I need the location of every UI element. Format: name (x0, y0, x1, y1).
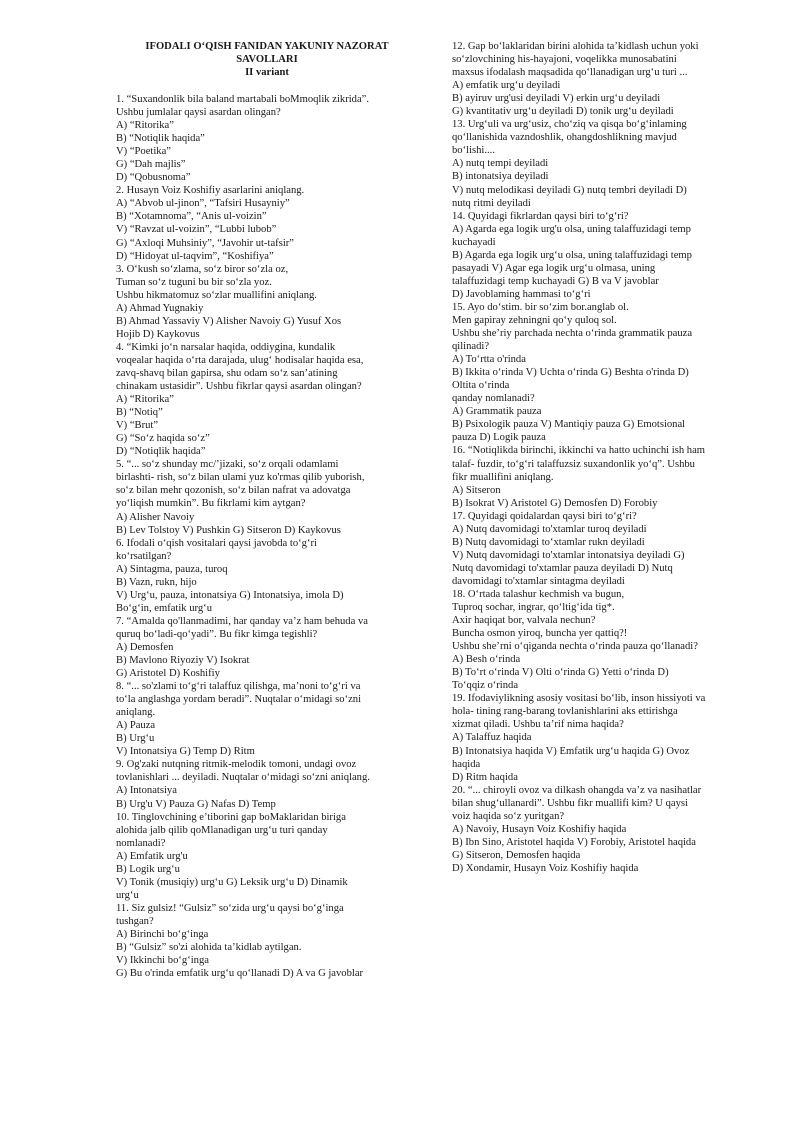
text-line: so‘z bilan mehr qozonish, so‘z bilan nafrat va adovatga (116, 485, 351, 497)
text-line: Ushbu she’rni o‘qiganda nechta o‘rinda pauza qo‘llanadi? (452, 641, 698, 653)
text-line: haqida (452, 758, 481, 770)
text-line: B) ayiruv urg'usi deyiladi V) erkin urg‘u deyiladi (452, 93, 661, 105)
text-line: hola- tining rang-barang tovlanishlarini aks ettirishga (452, 706, 678, 718)
text-line: G) kvantitativ urg‘u deyiladi D) tonik urg‘u deyiladi (452, 106, 674, 118)
text-line: B) “Gulsiz” so'zi alohida ta’kidlab aytilgan. (116, 942, 302, 954)
text-line: yo‘liqish mumkin”. Bu fikrlami kim aytgan? (116, 498, 306, 510)
text-line: tovlanishlari ... deyiladi. Nuqtalar o‘midagi so‘zni aniqlang. (116, 772, 370, 784)
text-line: 8. “... so'zlami to‘g‘ri talaffuz qilishga, ma’noni to‘g‘ri va (116, 681, 361, 693)
text-line: 14. Quyidagi fikrlardan qaysi biri to‘g‘ri? (452, 210, 629, 222)
text-line: B) “Notiqlik haqida” (116, 133, 205, 145)
text-line: B) Logik urg‘u (116, 863, 180, 875)
right-column (452, 40, 774, 875)
text-line: A) nutq tempi deyiladi (452, 158, 549, 170)
document-title-line1: IFODALI O‘QISH FANIDAN YAKUNIY NAZORAT (145, 41, 389, 52)
text-line: B) Vazn, rukn, hijo (116, 576, 197, 588)
text-line: B) Ibn Sino, Aristotel haqida V) Forobiy, Aristotel haqida (452, 836, 696, 848)
text-line: nutq ritmi deyiladi (452, 197, 531, 209)
text-line: G) Sitseron, Demosfen haqida (452, 849, 581, 861)
text-line: 20. “... chiroyli ovoz va dilkash ohangda va’z va nasihatlar (452, 784, 702, 796)
text-line: nomlanadi? (116, 837, 166, 849)
text-line: Tuproq sochar, ingrar, qo‘ltig‘ida tig*. (452, 602, 615, 614)
text-line: Hojib D) Kaykovus (116, 328, 200, 340)
text-line: A) Emfatik urg'u (116, 850, 188, 862)
text-line: D) “Qobusnoma” (116, 172, 191, 184)
text-line: B) “Notiq” (116, 407, 163, 419)
text-line: V) Ikkinchi bo‘g‘inga (116, 955, 209, 967)
text-line: A) Ahmad Yugnakiy (116, 302, 204, 314)
text-line: D) “Notiqlik haqida” (116, 446, 206, 458)
text-line: A) emfatik urg‘u deyiladi (452, 80, 561, 92)
text-line: A) To‘rtta o'rinda (452, 354, 526, 366)
text-line: A) Besh o‘rinda (452, 654, 521, 666)
text-line: 1. “Suxandonlik bila baland martabali boMmoqlik zikrida”. (116, 94, 370, 105)
text-line: qilinadi? (452, 341, 490, 353)
text-line: B) Isokrat V) Aristotel G) Demosfen D) Forobiy (452, 497, 658, 509)
text-line: V) Nutq davomidagi to'xtamlar intonatsiya deyiladi G) (452, 549, 685, 561)
text-line: G) Aristotel D) Koshifiy (116, 668, 220, 680)
text-line: A) “Abvob ul-jinon”, “Tafsiri Husayniy” (116, 198, 290, 210)
text-line: talaffuzidagi temp kuchayadi G) B va V javoblar (452, 275, 659, 287)
text-line: Tuman so‘z tuguni bu bir so‘zla yoz. (116, 276, 272, 288)
text-line: A) Alisher Navoiy (116, 511, 195, 523)
text-line: Axir haqiqat bor, valvala nechun? (452, 615, 596, 627)
text-line: V) Intonatsiya G) Temp D) Ritm (116, 746, 255, 758)
text-line: D) “Hidoyat ul-taqvim”, “Koshifiya” (116, 250, 274, 262)
text-line: aniqlang. (116, 707, 156, 719)
text-line: A) Nutq davomidagi to'xtamlar turoq deyiladi (452, 523, 647, 535)
text-line: 10. Tinglovchining e’tiborini gap boMaklaridan biriga (116, 811, 346, 823)
text-line: 11. Siz gulsiz! “Gulsiz” so‘zida urg‘u qaysi bo‘g‘inga (116, 902, 344, 914)
text-line: B) Mavlono Riyoziy V) Isokrat (116, 655, 250, 667)
variant-label: II variant (245, 67, 289, 78)
text-line: zavq-shavq bilan gapirsa, shu odam so‘z san’atining (116, 367, 338, 379)
text-line: A) Navoiy, Husayn Voiz Koshifiy haqida (452, 823, 627, 835)
text-line: B) Urg‘u (116, 733, 155, 745)
text-line: kuchayadi (452, 236, 496, 248)
text-line: pauza D) Logik pauza (452, 432, 546, 444)
text-line: B) To‘rt o‘rinda V) Olti o‘rinda G) Yetti o‘rinda D) (452, 667, 669, 679)
text-line: V) nutq melodikasi deyiladi G) nutq tembri deyiladi D) (452, 184, 687, 196)
text-line: bo‘lishi.... (452, 145, 495, 157)
text-line: B) Psixologik pauza V) Mantiqiy pauza G) Emotsional (452, 419, 686, 431)
text-line: A) Agarda ega logik urg'u olsa, uning talaffuzidagi temp (452, 223, 691, 235)
text-line: 19. Ifodaviylikning asosiy vositasi bo‘lib, inson hissiyoti va (452, 693, 706, 705)
text-line: G) “Axloqi Muhsiniy”, “Javohir ut-tafsir” (116, 237, 294, 249)
text-line: davomidagi to'xtamlar sintagma deyiladi (452, 575, 625, 587)
text-line: fikr muallifini aniqlang. (452, 471, 554, 483)
text-line: V) “Poetika” (116, 146, 172, 158)
text-line: quruq bo‘ladi-qo‘yadi”. Bu fikr kimga tegishli? (116, 628, 318, 640)
right-questions (452, 40, 774, 875)
text-line: Oltita o‘rinda (452, 380, 510, 392)
text-line: pasayadi V) Agar ega logik urg‘u olmasa, uning (452, 262, 656, 274)
left-column (116, 40, 418, 980)
text-line: B) Agarda ega logik urg‘u olsa, uning talaffuzidagi temp (452, 249, 692, 261)
text-line: G) “So‘z haqida so‘z” (116, 433, 210, 445)
text-line: Buncha osmon yiroq, buncha yer qattiq?! (452, 628, 628, 640)
text-line: V) Urg‘u, pauza, intonatsiya G) Intonatsiya, imola D) (116, 589, 344, 601)
left-questions (116, 93, 418, 980)
text-line: D) Javoblaming hammasi to‘g‘ri (452, 288, 591, 300)
text-line: maxsus ifodalash maqsadida qo‘llanadigan urg‘u turi ... (452, 67, 688, 79)
text-line: birlashti- rish, so‘z bilan ulami yuz ko'rmas qilib yuborish, (116, 472, 365, 484)
text-line: qo‘llanishida vazndoshlik, ohangdoshlikning mavjud (452, 132, 677, 144)
text-line: V) “Brut” (116, 420, 159, 432)
text-line: Men gapiray zehningni qo‘y quloq sol. (452, 314, 617, 326)
text-line: 2. Husayn Voiz Koshifiy asarlarini aniqlang. (116, 185, 305, 197)
text-line: V) Tonik (musiqiy) urg‘u G) Leksik urg‘u D) Dinamik (116, 876, 348, 888)
text-line: D) Xondamir, Husayn Voiz Koshifiy haqida (452, 862, 639, 874)
text-line: talaf- fuzdir, to‘g‘ri talaffuzsiz suxandonlik yo‘q”. Ushbu (452, 458, 695, 470)
text-line: V) “Ravzat ul-voizin”, “Lubbi lubob” (116, 224, 277, 236)
text-line: xizmat qiladi. Ushbu ta’rif nima haqida? (452, 719, 624, 731)
text-line: Ushbu hikmatomuz so‘zlar muallifini aniqlang. (116, 289, 317, 301)
text-line: A) Intonatsiya (116, 785, 177, 797)
text-line: ko‘rsatilgan? (116, 550, 172, 562)
text-line: A) Sintagma, pauza, turoq (116, 563, 228, 575)
text-line: so‘zlovchining his-hayajoni, voqelikka munosabatini (452, 54, 677, 66)
text-line: 18. O‘rtada talashur kechmish va bugun, (452, 588, 625, 600)
text-line: B) Intonatsiya haqida V) Emfatik urg‘u haqida G) Ovoz (452, 745, 690, 757)
text-line: 7. “Amalda qo'llanmadimi, har qanday va’z ham behuda va (116, 615, 368, 627)
text-line: A) Grammatik pauza (452, 406, 542, 418)
text-line: 12. Gap bo‘laklaridan birini alohida ta’kidlash uchun yoki (452, 41, 699, 52)
document-title-line2: SAVOLLARI (236, 54, 298, 65)
text-line: D) Ritm haqida (452, 771, 518, 783)
text-line: B) Urg'u V) Pauza G) Nafas D) Temp (116, 798, 276, 810)
text-line: 6. Ifodali o‘qish vositalari qaysi javobda to‘g‘ri (116, 537, 317, 549)
text-line: A) “Ritorika” (116, 394, 174, 406)
text-line: 17. Quyidagi qoidalardan qaysi biri to‘g‘ri? (452, 510, 637, 522)
text-line: 3. O‘kush so‘zlama, so‘z biror so‘zla oz, (116, 263, 289, 275)
text-line: Bo‘g‘in, emfatik urg‘u (116, 602, 213, 614)
text-line: B) Ikkita o‘rinda V) Uchta o‘rinda G) Beshta o'rinda D) (452, 367, 689, 379)
text-line: A) “Ritorika” (116, 120, 174, 132)
document-header (116, 40, 418, 79)
text-line: 16. “Notiqlikda birinchi, ikkinchi va hatto uchinchi ish ham (452, 445, 706, 457)
text-line: voiz haqida so‘z yuritgan? (452, 810, 565, 822)
text-line: 13. Urg‘uli va urg‘usiz, cho‘ziq va qisqa bo‘g‘inlaming (452, 119, 687, 131)
text-line: bilan shug‘ullanardi”. Ushbu fikr muallifi kim? U qaysi (452, 797, 688, 809)
text-line: to‘la anglashga yordam beradi”. Nuqtalar o‘midagi so‘zni (116, 694, 362, 706)
text-line: qanday nomlanadi? (452, 393, 535, 405)
text-line: B) Lev Tolstoy V) Pushkin G) Sitseron D) Kaykovus (116, 524, 341, 536)
text-line: Nutq davomidagi to'xtamlar pauza deyiladi D) Nutq (452, 562, 673, 574)
text-line: To‘qqiz o‘rinda (452, 680, 519, 692)
text-line: tushgan? (116, 915, 154, 927)
text-line: G) “Dah majlis” (116, 159, 186, 171)
text-line: G) Bu o'rinda emfatik urg‘u qo‘llanadi D) A va G javoblar (116, 968, 364, 980)
text-line: A) Birinchi bo‘g‘inga (116, 929, 209, 940)
text-line: B) “Xotamnoma”, “Anis ul-voizin” (116, 211, 267, 223)
text-line: 5. “... so‘z shunday mc/’jizaki, so‘z orqali odamlami (116, 459, 339, 471)
text-line: A) Talaffuz haqida (452, 732, 532, 744)
text-line: B) Ahmad Yassaviy V) Alisher Navoiy G) Yusuf Xos (116, 315, 342, 327)
text-line: urg‘u (116, 889, 139, 901)
text-line: Ushbu jumlalar qaysi asardan olingan? (116, 107, 281, 119)
text-line: B) intonatsiya deyiladi (452, 171, 549, 183)
text-line: 9. Og'zaki nutqning ritmik-melodik tomoni, undagi ovoz (116, 759, 357, 771)
text-line: Ushbu she’riy parchada nechta o‘rinda grammatik pauza (452, 328, 693, 340)
text-line: 15. Ayo do‘stim. bir so‘zim bor.anglab ol. (452, 301, 629, 313)
text-line: voqealar haqida o‘rta darajada, ulug‘ hodisalar haqida esa, (116, 354, 364, 366)
text-line: A) Sitseron (452, 484, 501, 496)
text-line: chinakam ustasidir”. Ushbu fikrlar qaysi asardan olingan? (116, 381, 362, 393)
text-line: alohida jalb qilib qoMlanadigan urg‘u turi qanday (116, 824, 328, 836)
text-line: 4. “Kimki jo‘n narsalar haqida, oddiygina, kundalik (116, 341, 336, 353)
text-line: B) Nutq davomidagi to‘xtamlar rukn deyiladi (452, 536, 645, 548)
text-line: A) Pauza (116, 720, 156, 732)
text-line: A) Demosfen (116, 641, 174, 653)
